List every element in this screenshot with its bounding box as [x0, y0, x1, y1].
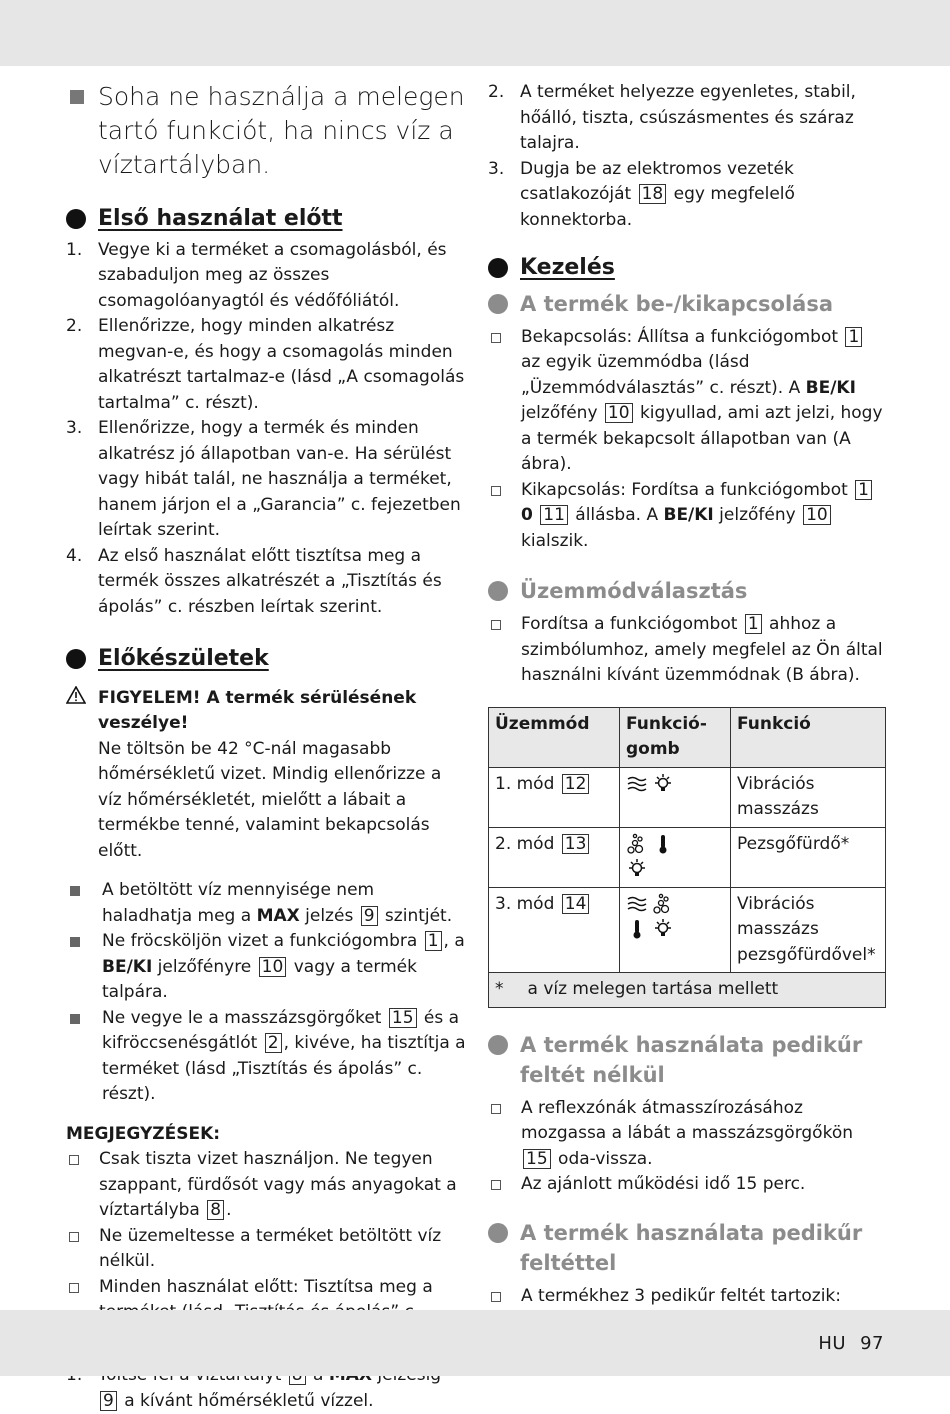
heading-without-attachment: A termék használata pedikűr feltét nélkül	[488, 1030, 888, 1090]
square-bullet-icon	[70, 1014, 80, 1024]
part-ref: 10	[803, 505, 831, 525]
warning-text: Ne töltsön be 42 °C-nál magasabb hőmérsékletű vizet. Mindig ellenőrizze a víz hőmérsékletét, mielőtt a lábait a termékbe tenné, valamint bekapcsolás előtt.	[98, 738, 442, 861]
list-item: Ne vegye le a masszázsgörgőket 15 és a kifröccsenésgátlót 2 , kivéve, ha tisztítja a terméket (lásd „Tisztítás és ápolás” c. részt).	[66, 1006, 466, 1108]
without-attachment-list	[488, 1096, 888, 1198]
bullet-dot-icon	[488, 1035, 508, 1055]
table-row: 1. mód 12 Vibrációs masszázs	[489, 767, 886, 827]
part-ref: 1	[855, 480, 872, 500]
list-item: A termékhez 3 pedikűr feltét tartozik:	[488, 1284, 888, 1310]
list-item: Az ajánlott működési idő 15 perc.	[488, 1172, 888, 1198]
checkbox-bullet-icon	[491, 1292, 501, 1302]
list-item: 3. Dugja be az elektromos vezeték csatlakozóját 18 egy megfelelő konnektorba.	[488, 158, 795, 230]
heading-with-attachment: A termék használata pedikűr feltéttel	[488, 1218, 888, 1278]
continued-steps	[488, 80, 888, 233]
list-item: 1. Vegye ki a terméket a csomagolásból, és szabaduljon meg az összes csomagolóanyagtól és védőfóliától.	[66, 239, 447, 311]
warning-title: FIGYELEM! A termék sérülésének veszélye!	[98, 687, 417, 733]
right-column	[488, 80, 888, 1309]
top-band	[0, 0, 950, 66]
waves-icon	[626, 893, 648, 915]
with-attachment-list	[488, 1284, 888, 1310]
heading-mode-select: Üzemmódválasztás	[488, 576, 888, 606]
part-ref: 11	[540, 505, 568, 525]
part-ref: 12	[562, 774, 590, 794]
heading-preparation: Előkészületek	[66, 646, 466, 672]
bullet-dot-icon	[66, 649, 86, 669]
mode-table	[488, 707, 886, 1008]
part-ref: 10	[259, 957, 287, 977]
checkbox-bullet-icon	[69, 1232, 79, 1242]
part-ref: 1	[845, 327, 862, 347]
part-ref: 15	[523, 1149, 551, 1169]
mode-list	[488, 612, 888, 689]
bullet-dot-icon	[488, 581, 508, 601]
heading-on-off: A termék be-/kikapcsolása	[488, 289, 888, 319]
language-code: HU	[818, 1333, 847, 1354]
checkbox-bullet-icon	[491, 1180, 501, 1190]
table-row: 2. mód 13 Pezsgőfürdő*	[489, 827, 886, 887]
list-item: Minden használat előtt: Tisztítsa meg a	[66, 1275, 466, 1352]
square-bullet-icon	[70, 937, 80, 947]
part-ref: 10	[605, 403, 633, 423]
bullet-dot-icon	[488, 258, 508, 278]
checkbox-bullet-icon	[69, 1155, 79, 1165]
list-item: 9 a kívánt hőmérsékletű vízzel.	[66, 1363, 466, 1414]
part-ref: 2	[265, 1033, 282, 1053]
list-item: Ne fröcsköljön vizet a funkciógombra 1 , a BE/KI jelzőfényre 10 vagy a termék talpára.	[66, 929, 466, 1006]
light-icon	[652, 773, 674, 795]
table-header: Üzemmód	[489, 707, 620, 767]
thermometer-icon	[652, 833, 674, 855]
list-item: 2. Ellenőrizze, hogy minden alkatrész megvan-e, és hogy a csomagolás minden alkatrészt tartalmaz-e (lásd „A csomagolás tartalma” c. részt).	[66, 316, 465, 413]
on-off-list	[488, 325, 888, 555]
part-ref: 9	[361, 906, 378, 926]
list-item: Bekapcsolás: Állítsa a funkciógombot 1 az egyik üzemmódba (lásd „Üzemmódválasztás” c. részt). A BE/KI jelzőfény 10 kigyullad, ami azt jelzi, hogy a termék bekapcsolt állapotban van (A ábra).	[488, 325, 888, 478]
thermometer-icon	[626, 918, 648, 940]
part-ref: 15	[389, 1008, 417, 1028]
checkbox-bullet-icon	[491, 333, 501, 343]
list-item: Kikapcsolás: Fordítsa a funkciógombot 1 0 11 állásba. A BE/KI jelzőfény 10 kialszik.	[488, 478, 888, 555]
part-ref: 8	[207, 1200, 224, 1220]
part-ref: 13	[562, 834, 590, 854]
part-ref: 9	[100, 1391, 117, 1411]
page-number: 97	[860, 1333, 884, 1354]
page-footer	[818, 1331, 884, 1357]
waves-icon	[626, 773, 648, 795]
left-column	[66, 80, 466, 1414]
part-ref: 14	[562, 894, 590, 914]
bubbles-icon	[652, 893, 674, 915]
table-footnote: * a víz melegen tartása mellett	[489, 973, 886, 1008]
table-header-row	[489, 707, 886, 767]
prep-bullets	[66, 878, 466, 1108]
first-use-list	[66, 238, 466, 621]
notes-title: MEGJEGYZÉSEK:	[66, 1123, 221, 1144]
list-item: A betöltött víz mennyisége nem haladhatja meg a MAX jelzés 9 szintjét.	[66, 878, 466, 929]
checkbox-bullet-icon	[491, 1104, 501, 1114]
light-icon	[626, 858, 648, 880]
checkbox-bullet-icon	[69, 1283, 79, 1293]
bottom-band	[0, 1310, 950, 1376]
square-bullet-icon	[70, 886, 80, 896]
part-ref: 1	[425, 931, 442, 951]
table-row: 3. mód 14 Vibrációs masszázs pezsgőfürdővel*	[489, 887, 886, 973]
list-item: 3. Ellenőrizze, hogy a termék és minden alkatrész jó állapotban van-e. Ha sérülést vagy hibát talál, ne használja a terméket, hanem járjon el a „Garancia” c. fejezetben leírtak szerint.	[66, 418, 461, 540]
table-header: Funkció	[731, 707, 886, 767]
part-ref: 1	[745, 614, 762, 634]
list-item: 4. Az első használat előtt tisztítsa meg a termék összes alkatrészét a „Tisztítás és ápolás” c. részben leírtak szerint.	[66, 545, 442, 617]
bullet-dot-icon	[66, 209, 86, 229]
list-item: Ne üzemeltesse a terméket betöltött víz nélkül.	[66, 1224, 466, 1275]
list-item: Fordítsa a funkciógombot 1 ahhoz a szimbólumhoz, amely megfelel az Ön által használni kívánt üzemmódnak (B ábra).	[488, 612, 888, 689]
list-item: 2. A terméket helyezze egyenletes, stabil, hőálló, tiszta, csúszásmentes és száraz talajra.	[488, 82, 856, 153]
square-bullet-icon	[70, 90, 84, 104]
warning-block	[66, 686, 466, 865]
warning-triangle-icon	[66, 686, 98, 865]
checkbox-bullet-icon	[491, 620, 501, 630]
checkbox-bullet-icon	[491, 486, 501, 496]
lead-warning: Soha ne használja a melegen tartó funkciót, ha nincs víz a víztartályban.	[66, 80, 466, 182]
bubbles-icon	[626, 833, 648, 855]
bullet-dot-icon	[488, 1223, 508, 1243]
part-ref: 18	[639, 184, 667, 204]
list-item: A reflexzónák átmasszírozásához mozgassa a lábát a masszázsgörgőkön 15 oda-vissza.	[488, 1096, 888, 1173]
bullet-dot-icon	[488, 294, 508, 314]
heading-first-use: Első használat előtt	[66, 206, 466, 232]
heading-operation: Kezelés	[488, 255, 888, 281]
light-icon	[652, 918, 674, 940]
list-item: Csak tiszta vizet használjon. Ne tegyen szappant, fürdősót vagy más anyagokat a víztartályba 8 .	[66, 1147, 466, 1224]
table-header: Funkció-gomb	[620, 707, 731, 767]
